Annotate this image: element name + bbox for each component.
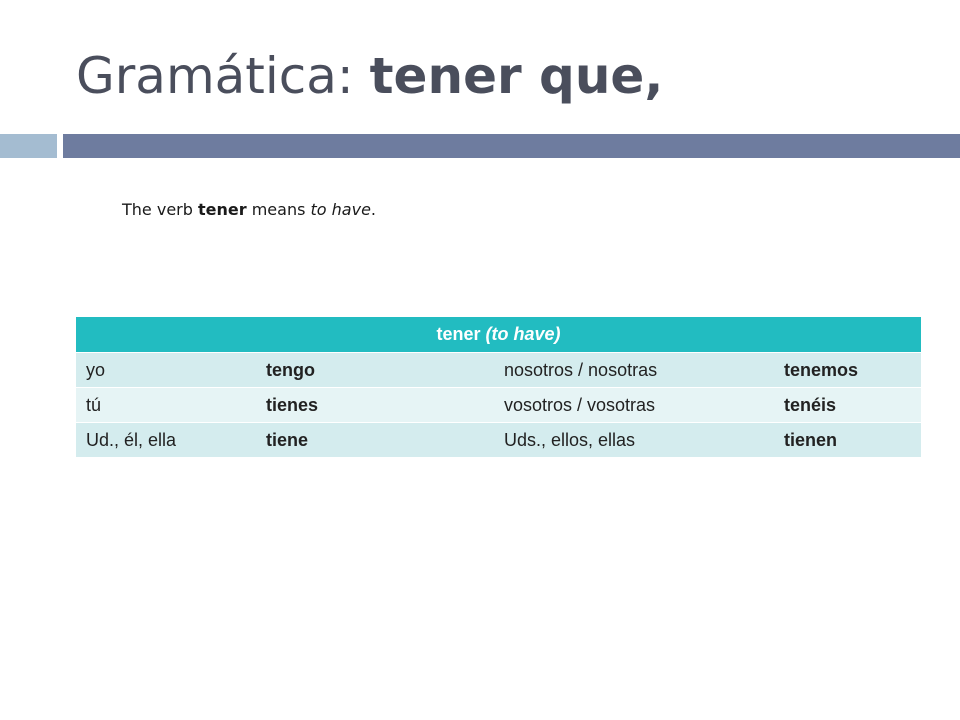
intro-before: The verb <box>122 200 198 219</box>
plural-verb-form-cell: tenéis <box>774 388 921 423</box>
pronoun-cell: Ud., él, ella <box>76 423 256 458</box>
intro-sentence <box>122 200 376 219</box>
verb-form-cell: tengo <box>256 353 494 388</box>
title-accent-bar-left <box>0 134 57 158</box>
intro-verb: tener <box>197 200 247 219</box>
conjugation-table <box>76 317 921 457</box>
title-regular: Gramática: <box>76 47 370 105</box>
title-accent-bar-right <box>63 134 960 158</box>
plural-pronoun-cell: vosotros / vosotras <box>494 388 774 423</box>
verb-form-cell: tiene <box>256 423 494 458</box>
plural-verb-form-cell: tienen <box>774 423 921 458</box>
header-meaning: (to have) <box>485 324 561 344</box>
intro-meaning: to have <box>310 200 371 219</box>
intro-middle: means <box>246 200 311 219</box>
plural-pronoun-cell: nosotros / nosotras <box>494 353 774 388</box>
plural-pronoun-cell: Uds., ellos, ellas <box>494 423 774 458</box>
title-bold: tener que, <box>369 47 664 105</box>
table-row <box>76 388 921 423</box>
table-header <box>76 317 921 353</box>
intro-after: . <box>370 200 377 219</box>
plural-verb-form-cell: tenemos <box>774 353 921 388</box>
pronoun-cell: yo <box>76 353 256 388</box>
table-header-row <box>76 317 921 353</box>
verb-form-cell: tienes <box>256 388 494 423</box>
slide-title <box>76 44 663 108</box>
pronoun-cell: tú <box>76 388 256 423</box>
header-verb: tener <box>436 324 481 344</box>
table-row <box>76 353 921 388</box>
table-row <box>76 423 921 458</box>
